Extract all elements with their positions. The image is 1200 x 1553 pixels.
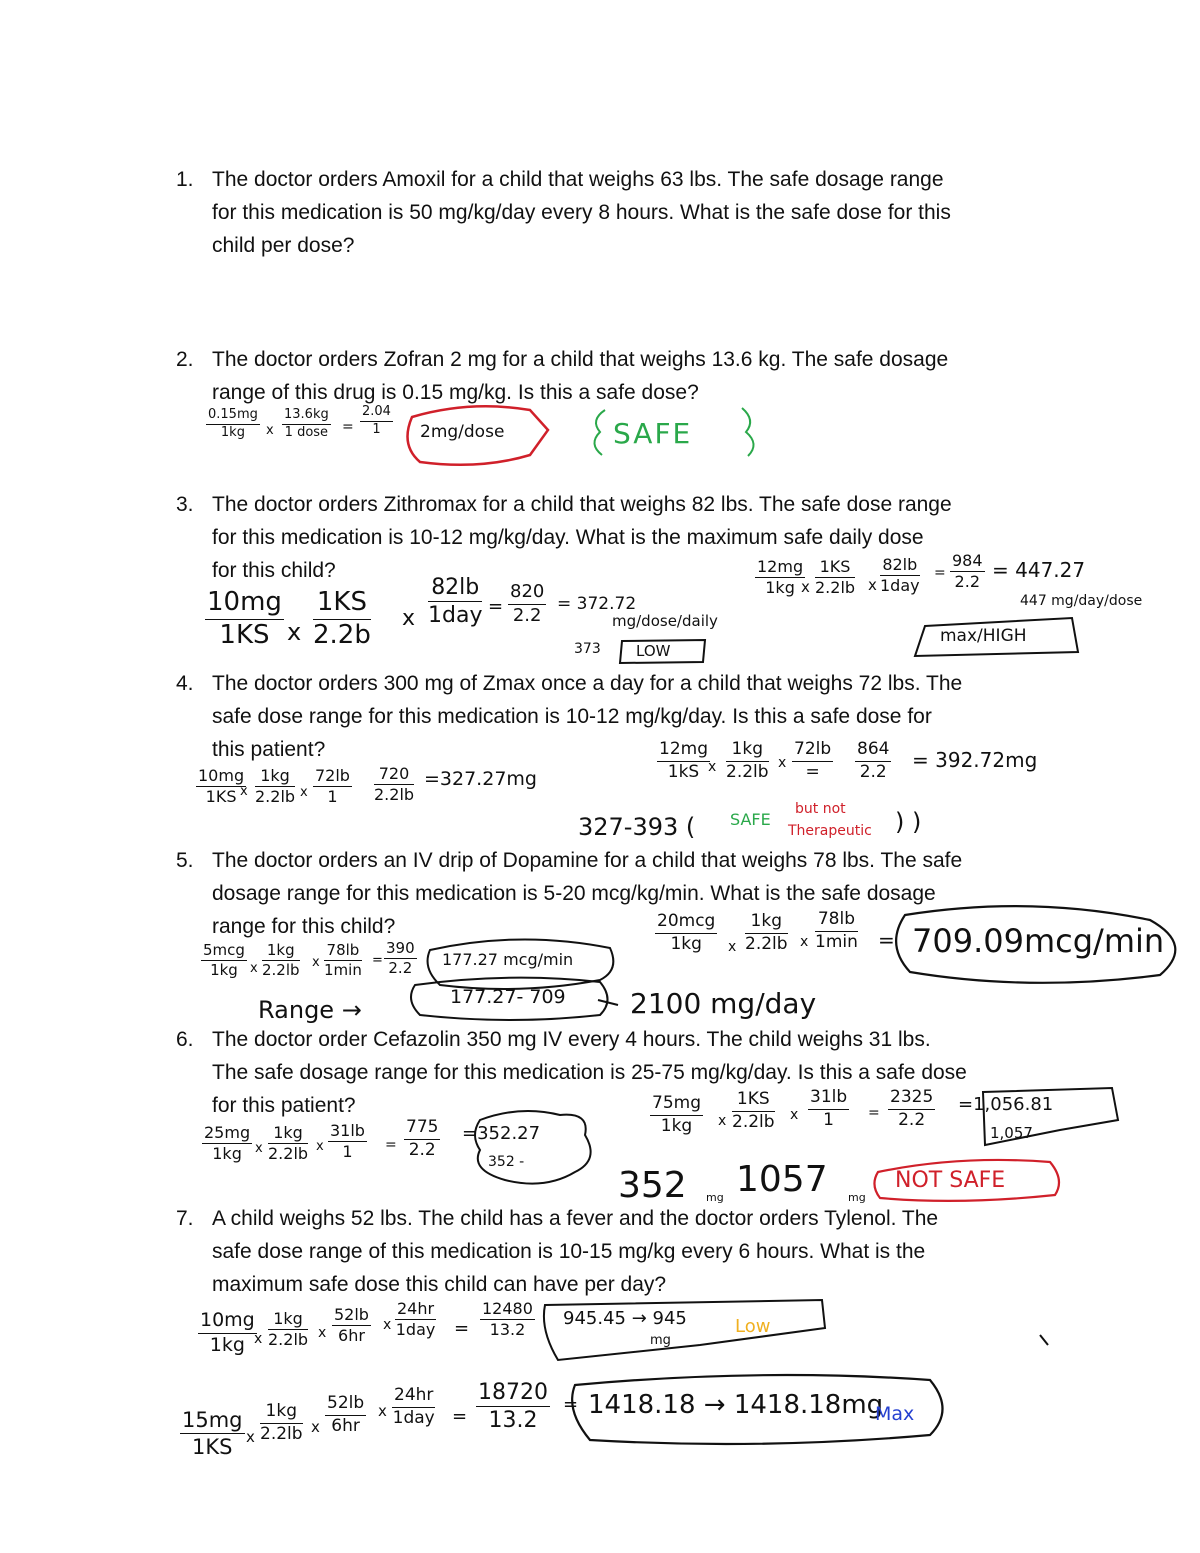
q6-result-rounded: 352 - <box>488 1154 525 1170</box>
q7-max-equals: = <box>452 1406 468 1427</box>
question-text: A child weighs 52 lbs. The child has a fever and the doctor orders Tylenol. The safe dose range of this medication is 10-15 mg/kg every 6 hours. What is the maximum safe dose this child can have per day? <box>212 1207 939 1296</box>
q4-fraction-1: $\frac{10mg}{1KS}$ <box>198 766 245 807</box>
q5-fraction-1: 5mcg 1kg <box>203 941 245 980</box>
q4-max-result: = 392.72mg <box>912 748 1038 772</box>
question-text: The doctor orders Amoxil for a child that weighs 63 lbs. The safe dosage range for this medication is 50 mg/kg/day every 8 hours. What is the safe dose for this child per dose? <box>212 168 951 257</box>
q6-max-multiply-1: x <box>718 1113 727 1129</box>
q5-max-equals: = <box>878 928 895 952</box>
q5-max-result: 709.09mcg/min <box>912 922 1165 960</box>
q6-result: =352.27 <box>462 1123 541 1144</box>
question-number: 2. <box>176 348 194 371</box>
q4-multiply-2: x <box>300 785 308 800</box>
q7-result-unit: mg <box>650 1333 671 1348</box>
q7-low: Low <box>735 1316 771 1337</box>
q6-max-fraction-3: $\frac{31lb}{1}$ <box>810 1087 848 1130</box>
q2-fraction-1: $\frac{0.15mg}{1kg}$ <box>208 407 258 440</box>
q3-result: = 372.72 <box>557 594 637 614</box>
q6-range-low: 352 <box>618 1165 687 1206</box>
q5-max-multiply-1: x <box>728 939 737 955</box>
q2-equals: = <box>342 419 354 435</box>
q4-multiply-1: x <box>240 784 248 799</box>
q4-result: =327.27mg <box>424 768 537 790</box>
q5-fraction-3: 78lb 1min <box>324 941 362 980</box>
q7-fraction-5: $\frac{12480}{13.2}$ <box>482 1299 533 1340</box>
q2-answer: 2mg/dose <box>420 422 505 442</box>
q7-equals: = <box>454 1318 470 1339</box>
q2-safe-bracket-right <box>742 408 754 456</box>
q7-max-result: 1418.18 → 1418.18mg <box>588 1390 884 1420</box>
question-text: The doctor orders Zofran 2 mg for a child that weighs 13.6 kg. The safe dosage range of this drug is 0.15 mg/kg. Is this a safe dose? <box>212 348 949 404</box>
q7-max-fraction-3: $\frac{52lb}{6hr}$ <box>327 1393 365 1436</box>
q6-result-outline <box>475 1111 591 1184</box>
q7-multiply-2: x <box>318 1325 327 1341</box>
q3-max-fraction-2: $\frac{1KS}{2.2lb}$ <box>815 557 856 598</box>
q5-max-fraction-1: 20mcg 1kg <box>657 911 716 954</box>
q5-range-label: Range → <box>258 996 362 1024</box>
q7-max-fraction-5: $\frac{18720}{13.2}$ <box>478 1380 548 1434</box>
q6-max-equals: = <box>868 1105 880 1121</box>
margin-mark <box>1040 1335 1048 1345</box>
q5-multiply-2: x <box>312 955 320 970</box>
q7-max-fraction-2: $\frac{1kg}{2.2lb}$ <box>260 1401 303 1444</box>
q7-max-multiply-3: x <box>378 1402 387 1420</box>
q4-max-multiply-2: x <box>778 755 787 771</box>
q3-fraction-1: $\frac{10mg}{1KS}$ <box>207 587 282 650</box>
q6-fraction-3: $\frac{31lb}{1}$ <box>330 1121 365 1162</box>
q7-max-equals-2: = <box>563 1394 579 1415</box>
q6-multiply-2: x <box>316 1139 324 1154</box>
q3-fraction-4: $\frac{820}{2.2}$ <box>510 581 545 626</box>
q5-result: 177.27 mcg/min <box>442 950 574 969</box>
q3-max-multiply-1: x <box>801 578 810 596</box>
q3-max-fraction-3: 82lb 1day <box>880 555 920 596</box>
q4-but-not: but not <box>795 801 846 817</box>
q4-max-fraction-2: $\frac{1kg}{2.2lb}$ <box>726 739 769 782</box>
q6-max-result-rounded: 1,057 <box>990 1124 1033 1142</box>
question-number: 4. <box>176 672 194 695</box>
q7-max-multiply-1: x <box>246 1428 255 1446</box>
q4-max-multiply-1: x <box>708 759 717 775</box>
q6-max-fraction-1: $\frac{75mg}{1kg}$ <box>652 1093 701 1136</box>
question-number: 1. <box>176 168 194 191</box>
q5-daily: 2100 mg/day <box>630 987 817 1020</box>
q5-max-fraction-2: $\frac{1kg}{2.2lb}$ <box>745 911 788 954</box>
q7-fraction-4: 24hr 1day <box>395 1299 436 1340</box>
q7-max-label: Max <box>875 1403 915 1425</box>
q3-rounded: 373 <box>574 641 601 657</box>
q6-max-multiply-2: x <box>790 1107 799 1123</box>
q3-fraction-3: 82lb 1day <box>428 575 483 629</box>
q6-range-high-unit: mg <box>848 1191 866 1204</box>
q5-max-fraction-3: 78lb 1min <box>815 909 858 952</box>
q3-max-equals: = <box>934 565 946 581</box>
q6-fraction-4: $\frac{775}{2.2}$ <box>406 1117 439 1160</box>
q4-range-close: ) ) <box>895 808 922 836</box>
question-text: The doctor orders 300 mg of Zmax once a day for a child that weighs 72 lbs. The safe dose range for this medication is 10-12 mg/kg/day. Is this a safe dose for this patient? <box>212 672 963 761</box>
q4-fraction-2: $\frac{1kg}{2.2lb}$ <box>255 766 296 807</box>
q6-range-high: 1057 <box>736 1159 828 1200</box>
q6-range-low-unit: mg <box>706 1191 724 1204</box>
q4-range: 327-393 ( <box>578 813 696 841</box>
q7-result: 945.45 → 945 <box>563 1308 687 1329</box>
question-number: 7. <box>176 1207 194 1230</box>
q7-multiply-1: x <box>254 1331 263 1347</box>
q3-multiply-1: x <box>287 618 302 646</box>
q7-fraction-3: $\frac{52lb}{6hr}$ <box>334 1305 369 1346</box>
q4-safe: SAFE <box>730 810 771 829</box>
q7-max-fraction-4: 24hr 1day <box>392 1385 435 1428</box>
q4-fraction-4: $\frac{720}{2.2lb}$ <box>374 764 415 805</box>
q6-fraction-1: $\frac{25mg}{1kg}$ <box>204 1123 251 1164</box>
q4-max-fraction-1: $\frac{12mg}{1kS}$ <box>659 739 708 782</box>
question-number: 6. <box>176 1028 194 1051</box>
q3-low: LOW <box>636 642 671 660</box>
q6-multiply-1: x <box>255 1141 263 1156</box>
q3-max-label: max/HIGH <box>940 626 1027 646</box>
question-text: The doctor orders Zithromax for a child that weighs 82 lbs. The safe dose range for this medication is 10-12 mg/kg/day. What is the maximum safe daily dose for this child? <box>212 493 952 582</box>
q3-max-fraction-4: $\frac{984}{2.2}$ <box>952 551 983 592</box>
q7-max-multiply-2: x <box>311 1418 320 1436</box>
q2-multiply: x <box>266 423 274 438</box>
q5-fraction-2: $\frac{1kg}{2.2lb}$ <box>262 941 300 980</box>
q6-max-fraction-2: $\frac{1KS}{2.2lb}$ <box>732 1089 775 1132</box>
q2-verdict: SAFE <box>613 417 693 450</box>
q6-equals: = <box>385 1137 397 1153</box>
q3-max-result: = 447.27 <box>992 558 1086 582</box>
q4-therapeutic: Therapeutic <box>788 823 872 839</box>
q3-max-multiply-2: x <box>868 576 877 594</box>
q4-fraction-3: $\frac{72lb}{1}$ <box>315 766 350 807</box>
q6-fraction-2: $\frac{1kg}{2.2lb}$ <box>268 1123 309 1164</box>
q4-max-fraction-4: $\frac{864}{2.2}$ <box>857 739 890 782</box>
q3-max-fraction-1: $\frac{12mg}{1kg}$ <box>757 557 804 598</box>
q7-max-fraction-1: $\frac{15mg}{1KS}$ <box>182 1408 243 1460</box>
question-text: The doctor order Cefazolin 350 mg IV every 4 hours. The child weighs 31 lbs. The safe dosage range for this medication is 25-75 mg/kg/day. Is this a safe dose for this patient? <box>212 1028 967 1117</box>
q5-multiply-1: x <box>250 961 258 976</box>
q7-multiply-3: x <box>383 1317 392 1333</box>
q6-verdict: NOT SAFE <box>895 1168 1006 1193</box>
q3-multiply-2: x <box>402 606 416 631</box>
q6-max-fraction-4: $\frac{2325}{2.2}$ <box>890 1087 934 1130</box>
q3-equals: = <box>488 596 504 617</box>
q7-fraction-2: $\frac{1kg}{2.2lb}$ <box>268 1309 309 1350</box>
q5-max-multiply-2: x <box>800 934 809 950</box>
question-number: 3. <box>176 493 194 516</box>
q3-max-unit: 447 mg/day/dose <box>1020 593 1143 609</box>
q3-unit: mg/dose/daily <box>612 612 718 630</box>
q4-max-fraction-3: 72lb = <box>794 739 832 782</box>
q5-equals: = <box>372 953 383 968</box>
q2-fraction-3: $\frac{2.04}{1}$ <box>362 404 391 437</box>
q3-fraction-2: $\frac{1KS}{2.2b}$ <box>313 587 371 650</box>
q7-fraction-1: $\frac{10mg}{1kg}$ <box>200 1309 255 1356</box>
question-text: The doctor orders an IV drip of Dopamine for a child that weighs 78 lbs. The safe dosage range for this medication is 5-20 mcg/kg/min. What is the safe dosage range for this child? <box>212 849 963 938</box>
q2-safe-bracket-left <box>594 410 605 455</box>
q6-max-result: =1,056.81 <box>958 1094 1054 1115</box>
question-number: 5. <box>176 849 194 872</box>
q2-fraction-2: 13.6kg 1 dose <box>284 407 329 440</box>
q5-range: 177.27- 709 <box>450 986 566 1008</box>
q5-fraction-4: $\frac{390}{2.2}$ <box>386 939 415 978</box>
